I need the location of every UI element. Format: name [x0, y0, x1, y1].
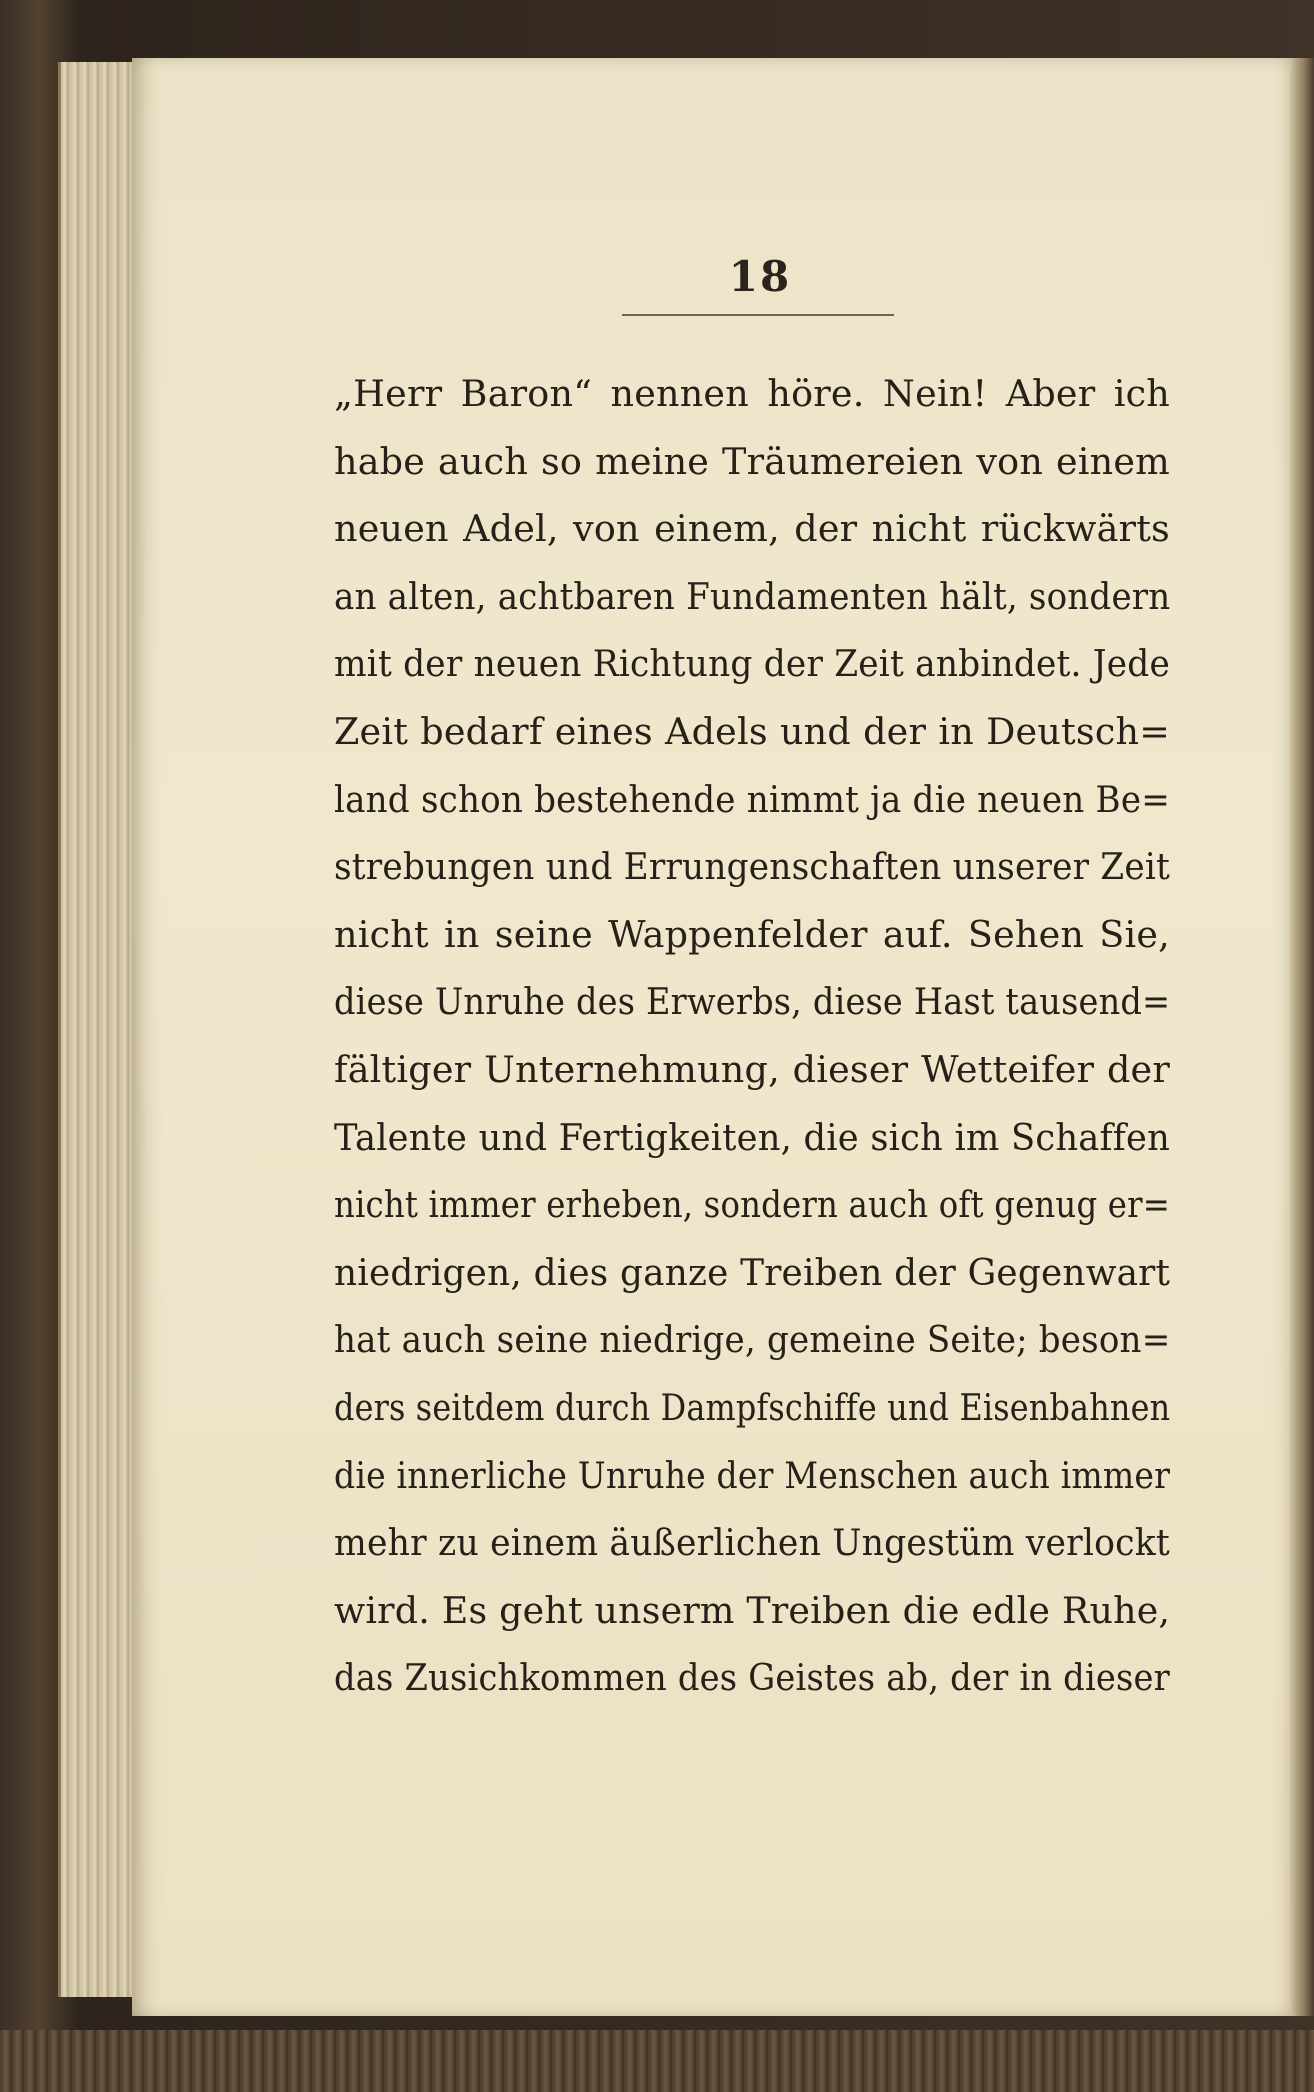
text-line: mit der neuen Richtung der Zeit anbindet. Jede [334, 642, 1170, 686]
page-right-edge [1290, 58, 1314, 2016]
text-line: neuen Adel, von einem, der nicht rückwärts [334, 507, 1170, 551]
text-line: nicht immer erheben, sondern auch oft genug er= [334, 1183, 1171, 1227]
page-number: 18 [728, 252, 792, 301]
text-line: „Herr Baron“ nennen höre. Nein! Aber ich [334, 372, 1170, 415]
text-line: wird. Es geht unserm Treiben die edle Ruhe, [334, 1588, 1171, 1632]
text-line: hat auch seine niedrige, gemeine Seite; beson= [334, 1318, 1171, 1362]
text-line: Zeit bedarf eines Adels und der in Deutsch= [334, 709, 1170, 753]
text-line: land schon bestehende nimmt ja die neuen Be= [334, 777, 1170, 821]
header-rule [622, 314, 894, 316]
body-text [334, 360, 1170, 1712]
text-line: strebungen und Errungenschaften unserer Zeit [334, 845, 1170, 889]
text-line: mehr zu einem äußerlichen Ungestüm verlockt [334, 1521, 1170, 1565]
text-line: die innerliche Unruhe der Menschen auch immer [334, 1453, 1171, 1497]
text-line: diese Unruhe des Erwerbs, diese Hast tausend= [334, 980, 1171, 1024]
text-line: niedrigen, dies ganze Treiben der Gegenwart [334, 1250, 1171, 1294]
text-line: ders seitdem durch Dampfschiffe und Eisenbahnen [334, 1385, 1171, 1429]
text-line: nicht in seine Wappenfelder auf. Sehen Sie, [334, 912, 1170, 956]
text-line: Talente und Fertigkeiten, die sich im Schaffen [334, 1115, 1170, 1159]
text-line: fältiger Unternehmung, dieser Wetteifer der [334, 1047, 1170, 1091]
text-line: an alten, achtbaren Fundamenten hält, sondern [334, 574, 1171, 618]
text-line: das Zusichkommen des Geistes ab, der in dieser [334, 1656, 1170, 1700]
book-spine-edge [0, 2030, 1314, 2092]
text-line: habe auch so meine Träumereien von einem [334, 439, 1170, 483]
